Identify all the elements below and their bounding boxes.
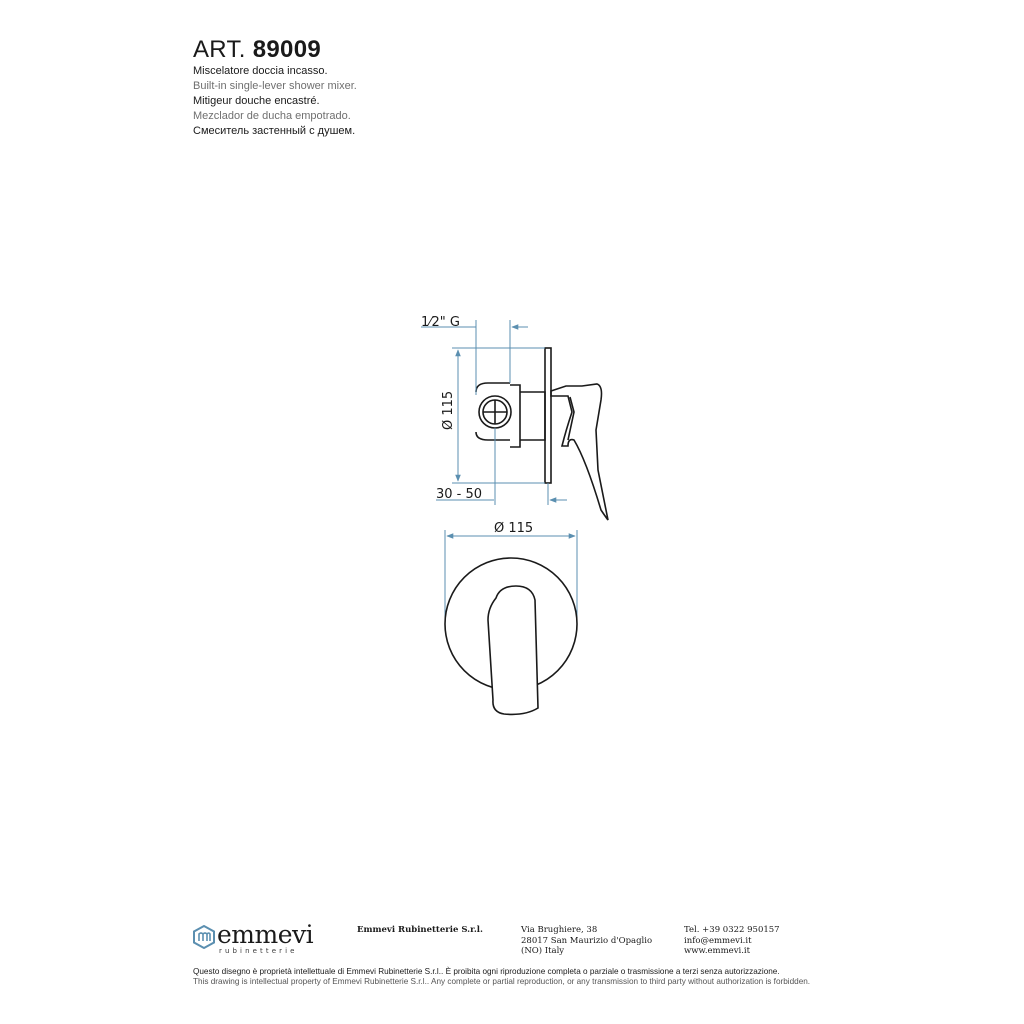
dim-thread-label: 1⁄2" G [421, 315, 460, 330]
company-contacts [684, 925, 780, 957]
legal-notice-it: Questo disegno è proprietà intellettuale di Emmevi Rubinetterie S.r.l.. È proibita ogni riproduzione completa o parziale o trasmissione a terzi senza autorizzazione. [193, 967, 780, 976]
article-prefix: ART. [193, 36, 246, 63]
contact-email[interactable]: info@emmevi.it [684, 935, 752, 946]
description-ru: Смеситель застенный с душем. [193, 125, 356, 137]
contact-phone: Tel. +39 0322 950157 [684, 925, 780, 935]
description-it: Miscelatore doccia incasso. [193, 65, 328, 77]
dimension-lines [421, 320, 577, 628]
front-view [445, 558, 577, 714]
logo-wordmark: emmevi [217, 920, 314, 949]
dim-height-label: Ø 115 [441, 390, 456, 430]
side-view [476, 348, 608, 520]
contact-website[interactable]: www.emmevi.it [684, 946, 751, 956]
logo-subtext: rubinetterie [219, 947, 298, 955]
description-fr: Mitigeur douche encastré. [193, 95, 320, 107]
address-line: 28017 San Maurizio d'Opaglio [521, 935, 653, 946]
mixer-body-back [510, 385, 520, 447]
mixer-body [520, 392, 545, 440]
address-line: (NO) Italy [521, 946, 565, 956]
emmevi-hexagon-icon [193, 925, 215, 949]
description-en: Built-in single-lever shower mixer. [193, 80, 357, 92]
description-es: Mezclador de ducha empotrado. [193, 110, 351, 122]
article-number: 89009 [252, 36, 321, 63]
company-name: Emmevi Rubinetterie S.r.l. [357, 925, 483, 935]
wall-plate [545, 348, 551, 483]
dim-depth-label: 30 - 50 [436, 487, 483, 502]
dim-front-label: Ø 115 [494, 521, 534, 536]
legal-notice [193, 967, 833, 987]
company-address [521, 925, 652, 957]
emmevi-logo [193, 921, 317, 957]
legal-notice-en: This drawing is intellectual property of Emmevi Rubinetterie S.r.l.. Any complete or partial reproduction, or any transmission to third party without authorization is forbidden. [193, 977, 811, 986]
front-lever [488, 586, 538, 714]
address-line: Via Brughiere, 38 [521, 925, 598, 935]
